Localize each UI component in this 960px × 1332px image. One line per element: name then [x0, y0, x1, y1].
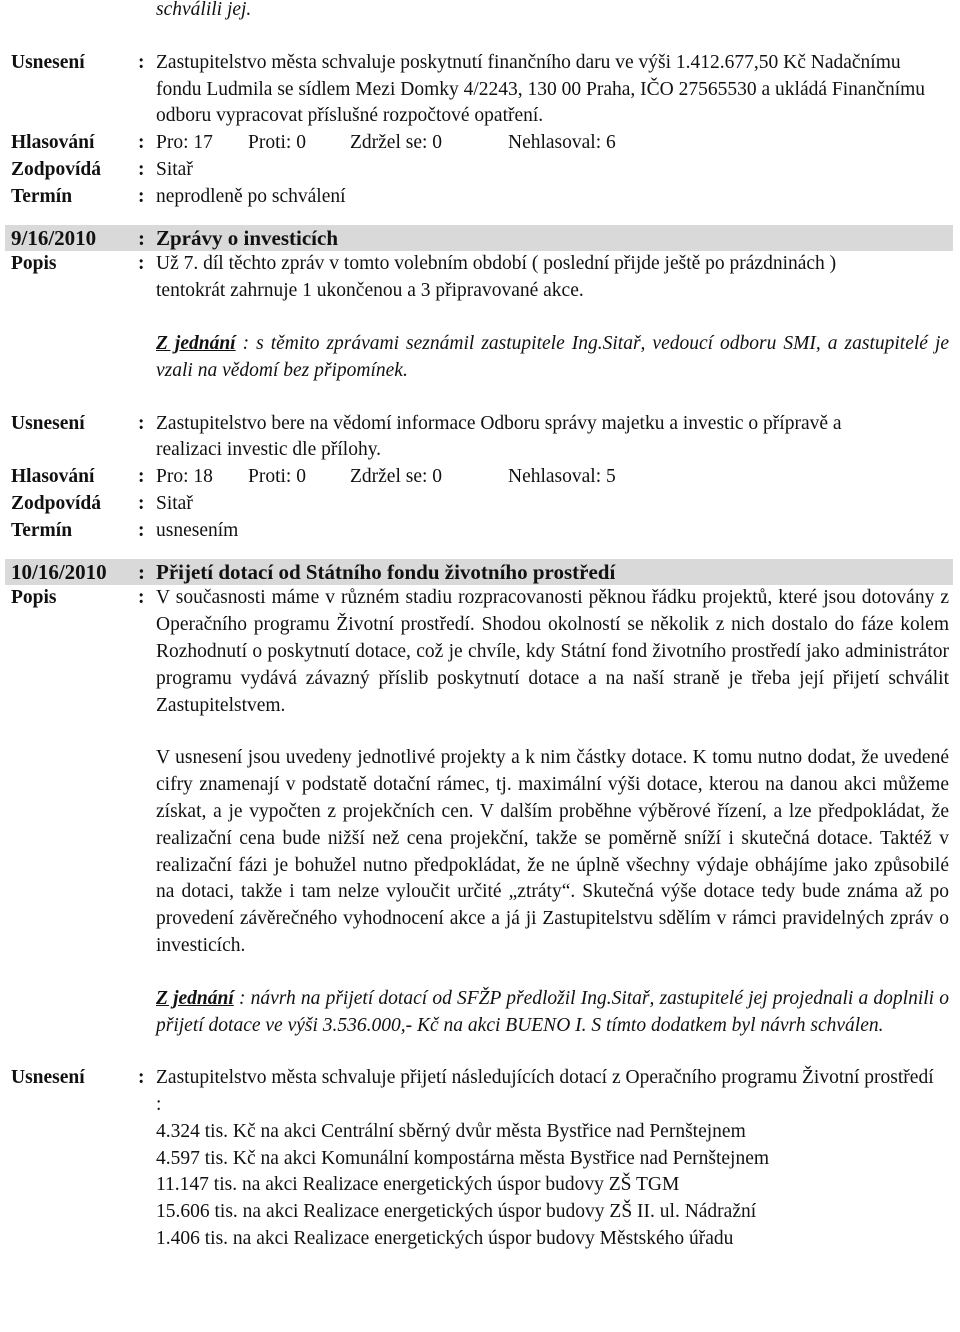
z-jednani-row-9: [0, 331, 960, 385]
intro-row: [0, 0, 960, 24]
section-number: 10/16/2010: [11, 559, 107, 584]
z-jednani-label: Z jednání: [156, 987, 234, 1009]
popis-row-10: [0, 585, 960, 719]
section-title: Přijetí dotací od Státního fondu životního prostředí: [156, 559, 616, 584]
vote-result: [156, 130, 949, 157]
section-10-header: [5, 559, 953, 586]
usneseni-row-10: [0, 1065, 960, 1253]
vote-pro: Pro: 18: [156, 466, 213, 488]
hlasovani-label: Hlasování: [11, 466, 95, 488]
z-jednani-text: [156, 331, 949, 385]
usneseni-label: Usnesení: [11, 412, 85, 434]
section-title: Zprávy o investicích: [156, 225, 338, 250]
popis-label: Popis: [11, 253, 57, 275]
usneseni-row-1: [0, 50, 960, 130]
vote-nehlasoval: Nehlasoval: 6: [508, 132, 616, 154]
list-item: 1.406 tis. na akci Realizace energetických úspor budovy Městského úřadu: [156, 1228, 734, 1250]
colon: :: [138, 412, 145, 434]
zodpovida-value: Sitař: [156, 492, 193, 514]
vote-proti: Proti: 0: [248, 132, 306, 154]
popis-row-9: [0, 251, 960, 305]
zodpovida-row-1: [0, 157, 960, 184]
popis-label: Popis: [11, 587, 57, 609]
termin-label: Termín: [11, 519, 73, 541]
colon: :: [138, 253, 145, 275]
colon: :: [138, 185, 145, 207]
z-jednani-label: Z jednání: [156, 332, 236, 354]
colon: :: [138, 492, 145, 514]
colon: :: [138, 51, 145, 73]
vote-zdrzel: Zdržel se: 0: [350, 466, 443, 488]
colon: :: [138, 466, 145, 488]
list-item: 4.597 tis. Kč na akci Komunální kompostárna města Bystřice nad Pernštejnem: [156, 1147, 770, 1169]
colon: :: [138, 559, 145, 584]
zodpovida-value: Sitař: [156, 158, 193, 180]
termin-value: neprodleně po schválení: [156, 185, 346, 207]
hlasovani-row-9: [0, 464, 960, 491]
usneseni-intro: Zastupitelstvo města schvaluje přijetí následujících dotací z Operačního programu Životní prostředí :: [156, 1067, 934, 1116]
popis-row-10b: [0, 745, 960, 959]
z-jednani-row-10: [0, 986, 960, 1040]
colon: :: [138, 1067, 145, 1089]
hlasovani-row-1: [0, 130, 960, 157]
zodpovida-label: Zodpovídá: [11, 158, 101, 180]
section-number: 9/16/2010: [11, 225, 97, 250]
colon: :: [138, 158, 145, 180]
list-item: 11.147 tis. na akci Realizace energetických úspor budovy ZŠ TGM: [156, 1174, 680, 1196]
popis-paragraph-2: V usnesení jsou uvedeny jednotlivé projekty a k nim částky dotace. K tomu nutno dodat, že uvedené cifry znamenají v podstatě dotační rámec, tj. maximální výši dotace, kterou na danou akci můžeme získat, a je vypočten z projekčních cen. V dalším proběhne výběrové řízení, a lze předpokládat, že realizační cena bude nižší než cena projekční, takže se poměrně sníží i skutečná dotace. Taktéž v realizační fázi je bohužel nutno předpokládat, že ne úplně všechny výdaje obhájíme jako způsobilé na dotaci, takže i tam nelze vyloučit určité „ztráty“. Skutečná výše dotace tedy bude známa až po provedení závěrečného vyhodnocení akce a já ji Zastupitelstvu sdělím v rámci pravidelných zpráv o investicích.: [156, 747, 949, 956]
usneseni-text: Zastupitelstvo města schvaluje poskytnutí finančního daru ve výši 1.412.677,50 Kč Nadačnímu fondu Ludmila se sídlem Mezi Domky 4/2243, 130 00 Praha, IČO 27565530 a ukládá Finančnímu odboru vypracovat příslušné rozpočtové opatření.: [156, 51, 926, 127]
usneseni-text: Zastupitelstvo bere na vědomí informace Odboru správy majetku a investic o přípravě a realizaci investic dle přílohy.: [156, 412, 842, 461]
zodpovida-row-9: [0, 491, 960, 518]
list-item: 15.606 tis. na akci Realizace energetických úspor budovy ZŠ II. ul. Nádražní: [156, 1201, 757, 1223]
section-9-header: [5, 225, 953, 252]
vote-nehlasoval: Nehlasoval: 5: [508, 466, 616, 488]
termin-row-9: [0, 518, 960, 545]
z-jednani-body: : s těmito zprávami seznámil zastupitele Ing.Sitař, vedoucí odboru SMI, a zastupitelé je vzali na vědomí bez připomínek.: [156, 332, 950, 381]
colon: :: [138, 225, 145, 250]
colon: :: [138, 587, 145, 609]
z-jednani-text: [156, 986, 949, 1040]
termin-row-1: [0, 184, 960, 211]
usneseni-label: Usnesení: [11, 51, 85, 73]
termin-label: Termín: [11, 185, 73, 207]
vote-zdrzel: Zdržel se: 0: [350, 132, 443, 154]
list-item: 4.324 tis. Kč na akci Centrální sběrný dvůr města Bystřice nad Pernštejnem: [156, 1120, 746, 1142]
termin-value: usnesením: [156, 519, 239, 541]
vote-pro: Pro: 17: [156, 132, 213, 154]
z-jednani-body: : návrh na přijetí dotací od SFŽP předložil Ing.Sitař, zastupitelé jej projednali a doplnili o přijetí dotace ve výši 3.536.000,- Kč na akci BUENO I. S tímto dodatkem byl návrh schválen.: [156, 987, 950, 1036]
colon: :: [138, 519, 145, 541]
usneseni-label: Usnesení: [11, 1067, 85, 1089]
intro-text: schválili jej.: [156, 0, 252, 20]
usneseni-body: [156, 1065, 936, 1253]
popis-paragraph-1: V současnosti máme v různém stadiu rozpracovanosti pěknou řádku projektů, které jsou dotovány z Operačního programu Životní prostředí. Shodou okolností se několik z nich dostalo do fáze kolem Rozhodnutí o poskytnutí dotace, což je chvíle, kdy Státní fond životního prostředí jako administrátor programu vydává závazný příslib poskytnutí dotace a na naší straně je třeba její přijetí schválit Zastupitelstvem.: [156, 587, 949, 716]
zodpovida-label: Zodpovídá: [11, 492, 101, 514]
vote-result: [156, 464, 949, 491]
hlasovani-label: Hlasování: [11, 132, 95, 154]
popis-text: Už 7. díl těchto zpráv v tomto volebním období ( poslední přijde ještě po prázdninách ) tentokrát zahrnuje 1 ukončenou a 3 připravované akce.: [156, 253, 837, 302]
vote-proti: Proti: 0: [248, 466, 306, 488]
usneseni-row-9: [0, 411, 960, 465]
colon: :: [138, 132, 145, 154]
